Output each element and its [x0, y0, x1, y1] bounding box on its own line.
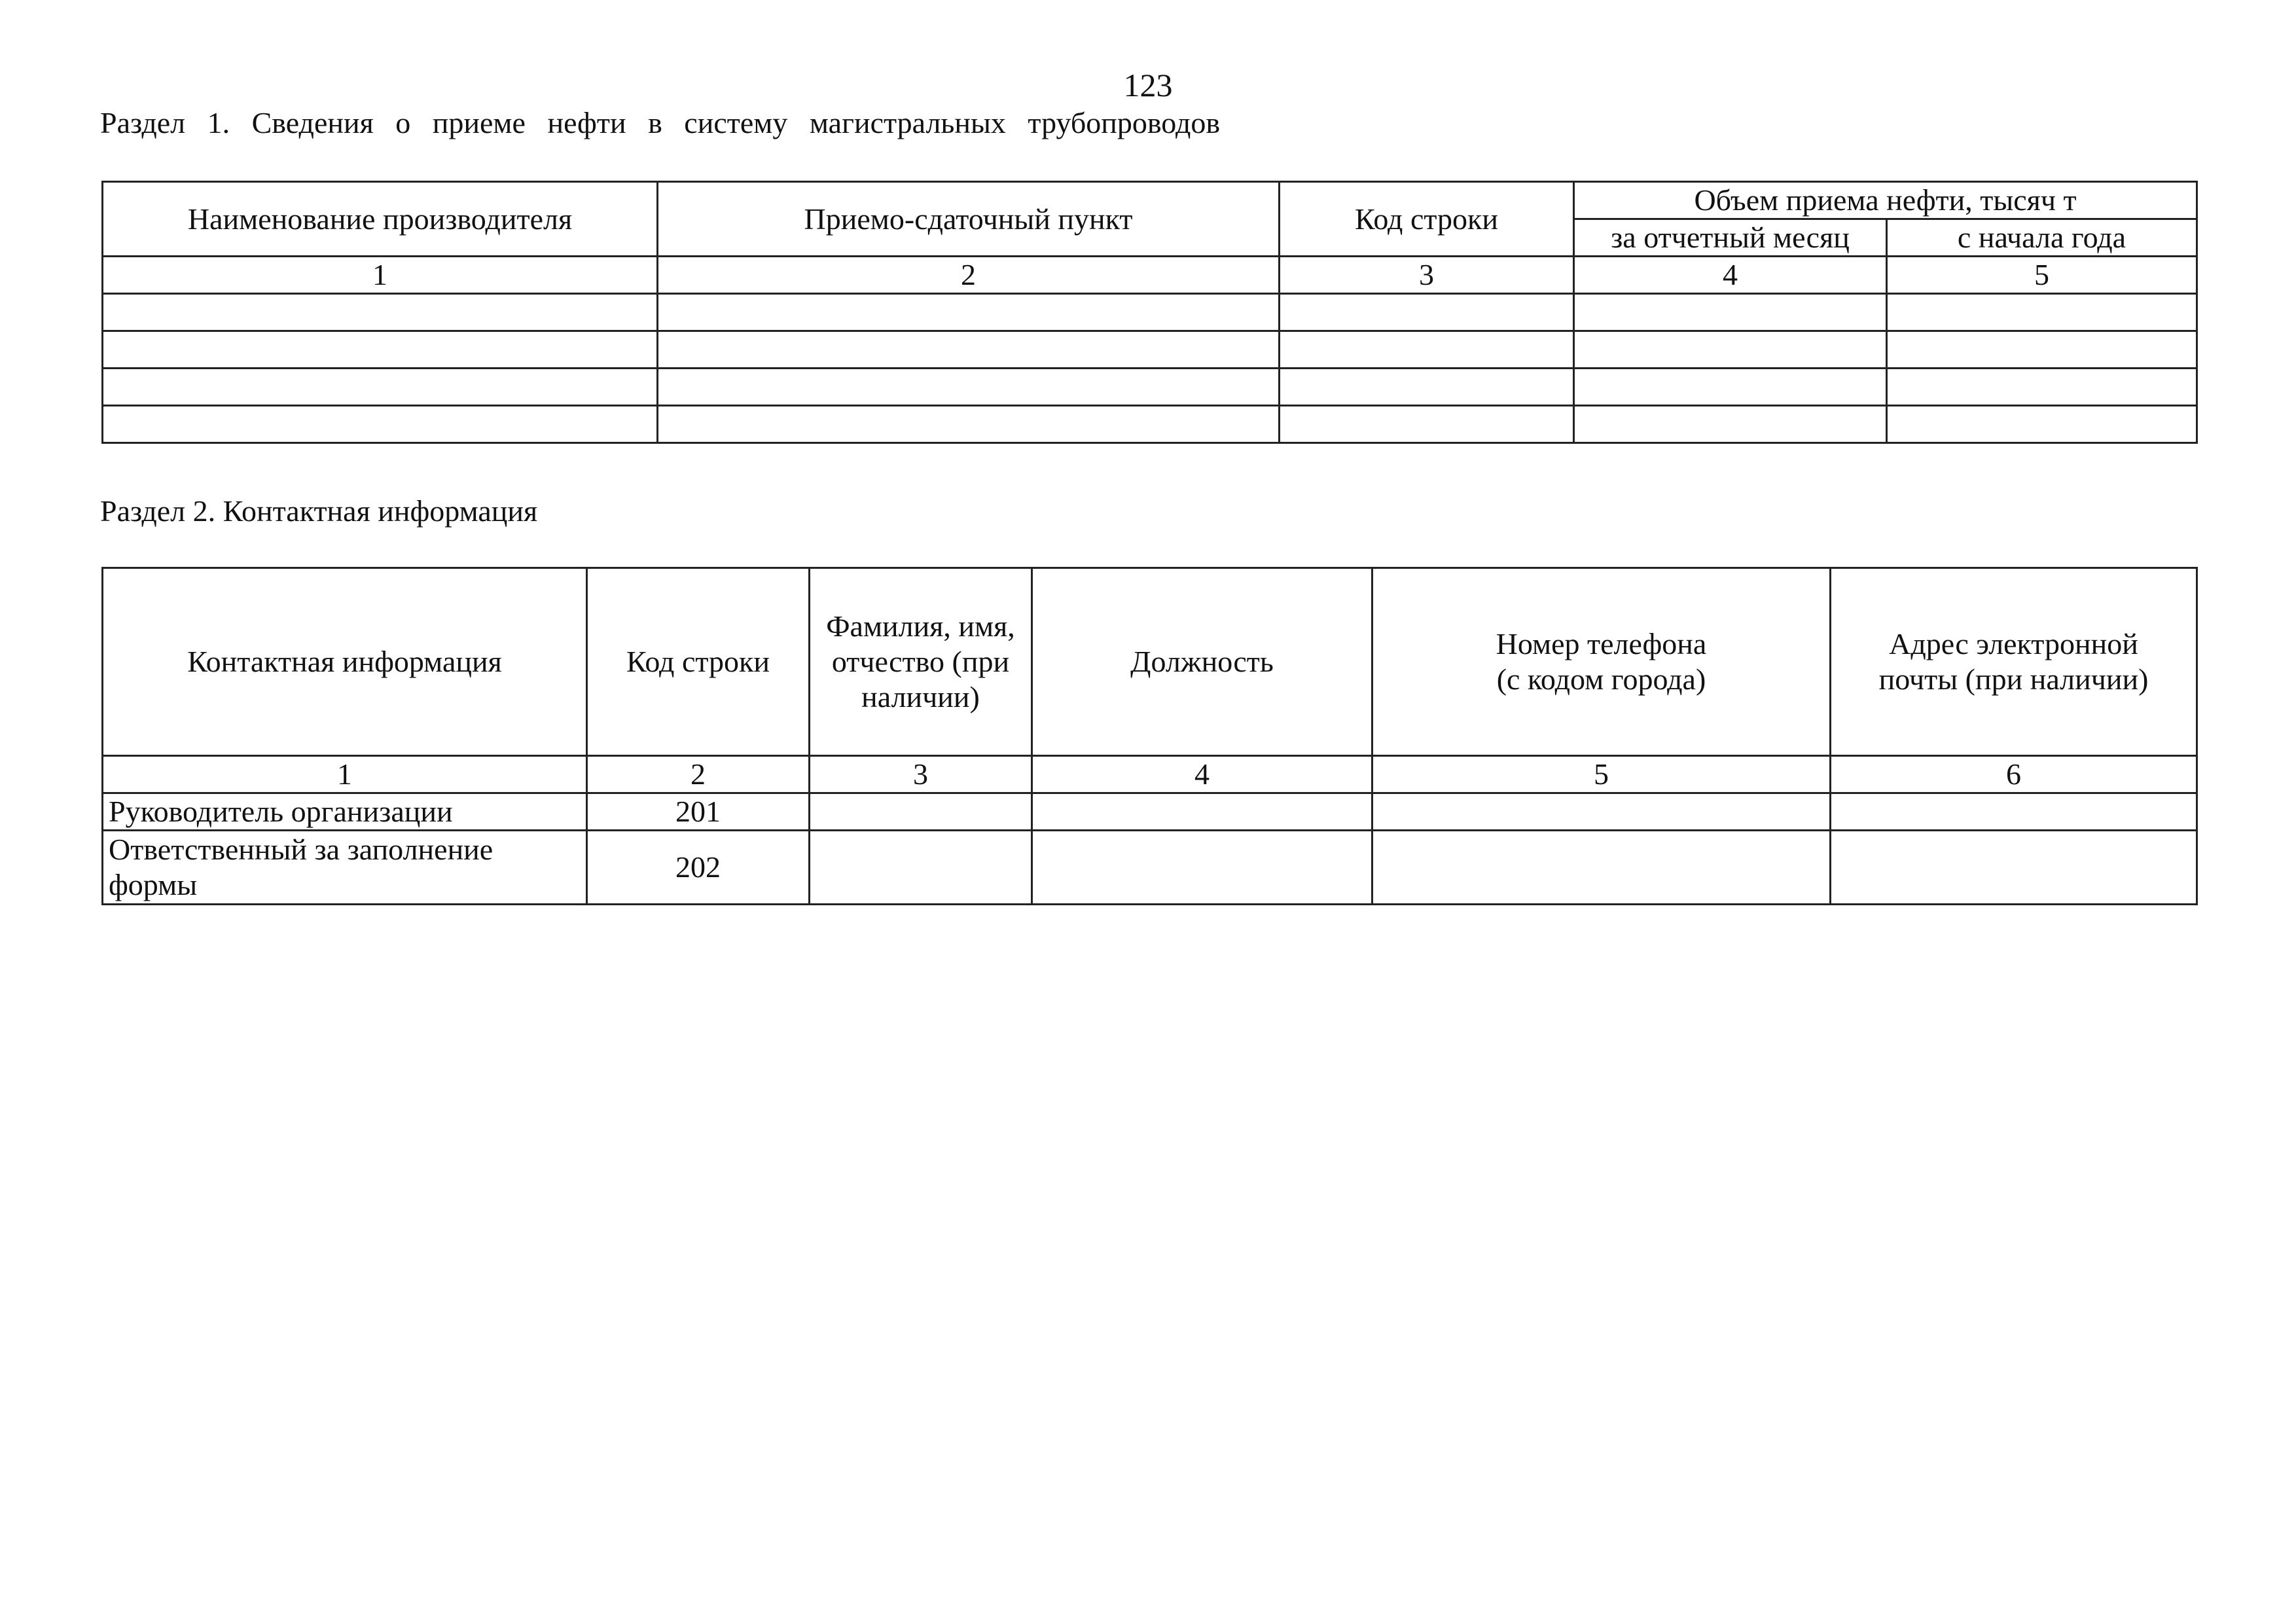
header-intake-volume: Объем приема нефти, тысяч т [1574, 182, 2197, 219]
full-name-cell[interactable] [810, 793, 1032, 831]
year-volume-cell[interactable] [1887, 294, 2197, 331]
line-code-cell[interactable] [1280, 331, 1574, 369]
table-row [103, 793, 2197, 831]
delivery-point-cell[interactable] [658, 369, 1280, 406]
table-row [103, 331, 2197, 369]
header-year-to-date: с начала года [1887, 219, 2197, 257]
producer-cell[interactable] [103, 406, 658, 443]
email-cell[interactable] [1831, 831, 2197, 905]
delivery-point-cell[interactable] [658, 406, 1280, 443]
header-full-name: Фамилия, имя, отчество (при наличии) [810, 568, 1032, 756]
column-number: 1 [103, 257, 658, 294]
phone-cell[interactable] [1372, 831, 1831, 905]
row-label: Ответственный за заполнение формы [103, 831, 587, 905]
header-producer: Наименование производителя [103, 182, 658, 257]
column-number: 3 [810, 756, 1032, 793]
column-number: 3 [1280, 257, 1574, 294]
delivery-point-cell[interactable] [658, 331, 1280, 369]
position-cell[interactable] [1032, 831, 1372, 905]
producer-cell[interactable] [103, 294, 658, 331]
header-position: Должность [1032, 568, 1372, 756]
column-number: 6 [1831, 756, 2197, 793]
header-contact-info: Контактная информация [103, 568, 587, 756]
column-number: 4 [1574, 257, 1887, 294]
section-1-title: Раздел 1. Сведения о приеме нефти в систему магистральных трубопроводов [100, 106, 1221, 139]
email-cell[interactable] [1831, 793, 2197, 831]
table-row [103, 294, 2197, 331]
year-volume-cell[interactable] [1887, 406, 2197, 443]
column-number-row [103, 756, 2197, 793]
month-volume-cell[interactable] [1574, 369, 1887, 406]
year-volume-cell[interactable] [1887, 369, 2197, 406]
table-row [103, 406, 2197, 443]
line-code-cell[interactable] [1280, 294, 1574, 331]
table-row [103, 831, 2197, 905]
header-email-line: почты (при наличии) [1878, 662, 2149, 696]
line-code-cell[interactable] [1280, 406, 1574, 443]
delivery-point-cell[interactable] [658, 294, 1280, 331]
full-name-cell[interactable] [810, 831, 1032, 905]
header-line-code: Код строки [587, 568, 810, 756]
column-number: 2 [658, 257, 1280, 294]
month-volume-cell[interactable] [1574, 331, 1887, 369]
column-number-row [103, 257, 2197, 294]
year-volume-cell[interactable] [1887, 331, 2197, 369]
header-delivery-point: Приемо-сдаточный пункт [658, 182, 1280, 257]
contact-info-table [101, 567, 2198, 905]
header-email-line: Адрес электронной [1889, 627, 2138, 660]
producer-cell[interactable] [103, 369, 658, 406]
column-number: 5 [1372, 756, 1831, 793]
table-header-row [103, 182, 2197, 219]
header-phone-line: Номер телефона [1496, 627, 1707, 660]
column-number: 4 [1032, 756, 1372, 793]
header-phone-line: (с кодом города) [1496, 662, 1706, 696]
column-number: 1 [103, 756, 587, 793]
row-label: Руководитель организации [103, 793, 587, 831]
table-header-row [103, 568, 2197, 756]
header-phone [1372, 568, 1831, 756]
row-code: 202 [587, 831, 810, 905]
row-code: 201 [587, 793, 810, 831]
header-line-code: Код строки [1280, 182, 1574, 257]
header-email [1831, 568, 2197, 756]
position-cell[interactable] [1032, 793, 1372, 831]
column-number: 2 [587, 756, 810, 793]
section-2-title: Раздел 2. Контактная информация [100, 494, 538, 528]
month-volume-cell[interactable] [1574, 294, 1887, 331]
oil-intake-table [101, 181, 2198, 444]
header-reporting-month: за отчетный месяц [1574, 219, 1887, 257]
column-number: 5 [1887, 257, 2197, 294]
page-number: 123 [1123, 67, 1173, 103]
month-volume-cell[interactable] [1574, 406, 1887, 443]
producer-cell[interactable] [103, 331, 658, 369]
table-row [103, 369, 2197, 406]
phone-cell[interactable] [1372, 793, 1831, 831]
line-code-cell[interactable] [1280, 369, 1574, 406]
